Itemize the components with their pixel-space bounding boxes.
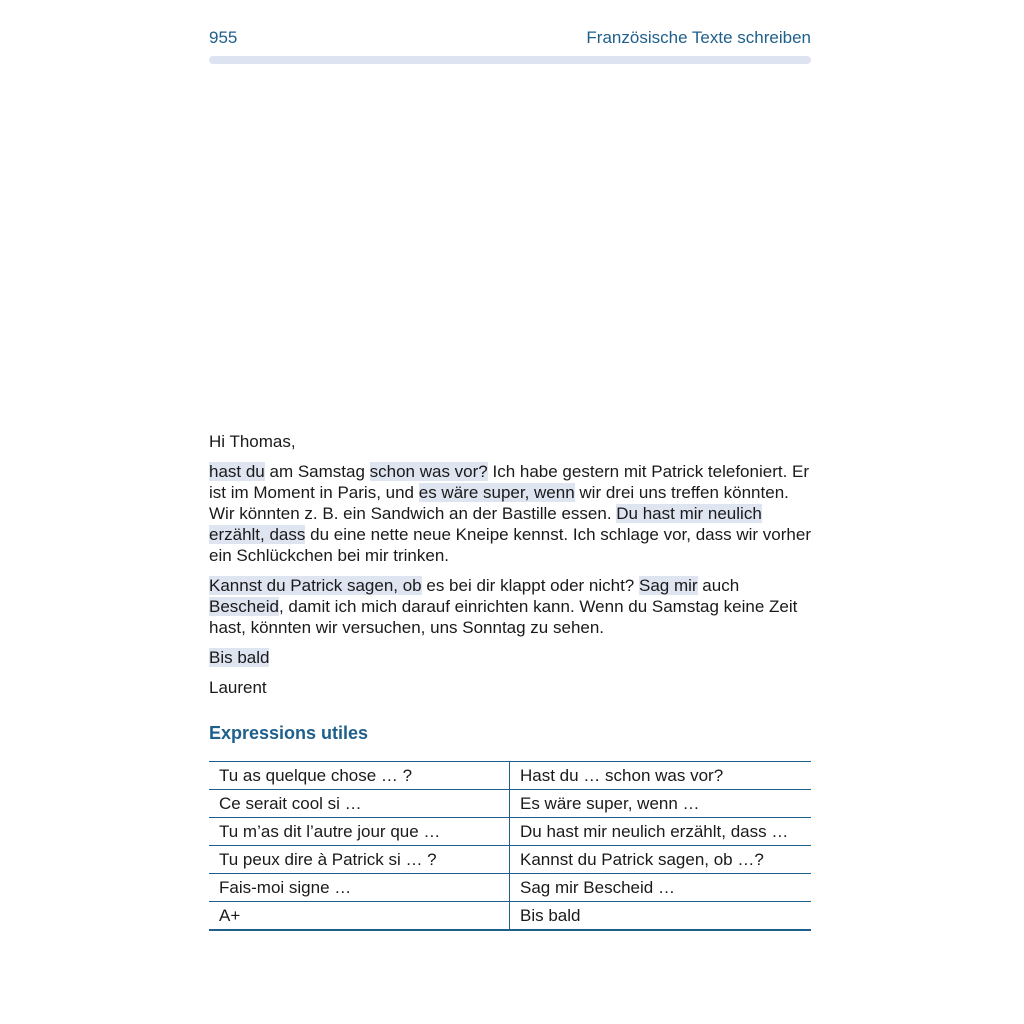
book-page [209, 0, 811, 1024]
german-expression: Es wäre super, wenn … [510, 790, 812, 818]
table-row [209, 818, 811, 846]
letter-paragraph-2 [209, 575, 811, 638]
french-expression: Tu peux dire à Patrick si … ? [209, 846, 510, 874]
german-expression: Kannst du Patrick sagen, ob …? [510, 846, 812, 874]
french-expression: Fais-moi signe … [209, 874, 510, 902]
german-expression: Hast du … schon was vor? [510, 762, 812, 790]
french-expression: A+ [209, 902, 510, 931]
table-row [209, 874, 811, 902]
french-expression: Ce serait cool si … [209, 790, 510, 818]
letter-signature: Laurent [209, 678, 267, 697]
letter-closing [209, 647, 811, 668]
table-row [209, 902, 811, 931]
letter-segment: am Samstag [264, 462, 370, 481]
page-number: 955 [209, 28, 238, 47]
letter-segment: Bescheid [209, 597, 279, 616]
letter-segment: Du hast mir neulich erzählt, dass [209, 504, 762, 544]
letter-segment: wir drei uns treffen könnten. Wir könnten z. B. ein Sandwich an der Bastille essen. [209, 483, 789, 523]
letter-segment: es bei dir klappt oder nicht? [421, 576, 639, 595]
letter-segment: du eine nette neue Kneipe kennst. Ich schlage vor, dass wir vorher ein Schlückchen bei mir trinken. [209, 525, 811, 565]
letter-paragraph-1 [209, 461, 811, 566]
german-expression: Du hast mir neulich erzählt, dass … [510, 818, 812, 846]
letter-segment: schon was vor? [369, 462, 488, 481]
page-header [209, 28, 811, 52]
example-letter [209, 431, 811, 707]
table-row [209, 762, 811, 790]
letter-segment: auch [697, 576, 740, 595]
table-row [209, 790, 811, 818]
letter-segment: Sag mir [639, 576, 698, 595]
table-row [209, 846, 811, 874]
section-heading: Expressions utiles [209, 723, 369, 743]
letter-greeting: Hi Thomas, [209, 432, 296, 451]
french-expression: Tu m’as dit l’autre jour que … [209, 818, 510, 846]
header-rule [209, 56, 811, 64]
german-expression: Sag mir Bescheid … [510, 874, 812, 902]
expressions-table [209, 761, 811, 931]
letter-segment: hast du [209, 462, 265, 481]
french-expression: Tu as quelque chose … ? [209, 762, 510, 790]
letter-segment: , damit ich mich darauf einrichten kann. Wenn du Samstag keine Zeit hast, könnten wir versuchen, uns Sonntag zu sehen. [209, 597, 798, 637]
letter-segment: es wäre super, wenn [418, 483, 575, 502]
german-expression: Bis bald [510, 902, 812, 931]
letter-closing-text: Bis bald [209, 648, 270, 667]
running-title: Französische Texte schreiben [586, 28, 811, 47]
letter-segment: Ich habe gestern mit Patrick telefoniert. Er ist im Moment in Paris, und [209, 462, 810, 502]
letter-segment: Kannst du Patrick sagen, ob [209, 576, 422, 595]
